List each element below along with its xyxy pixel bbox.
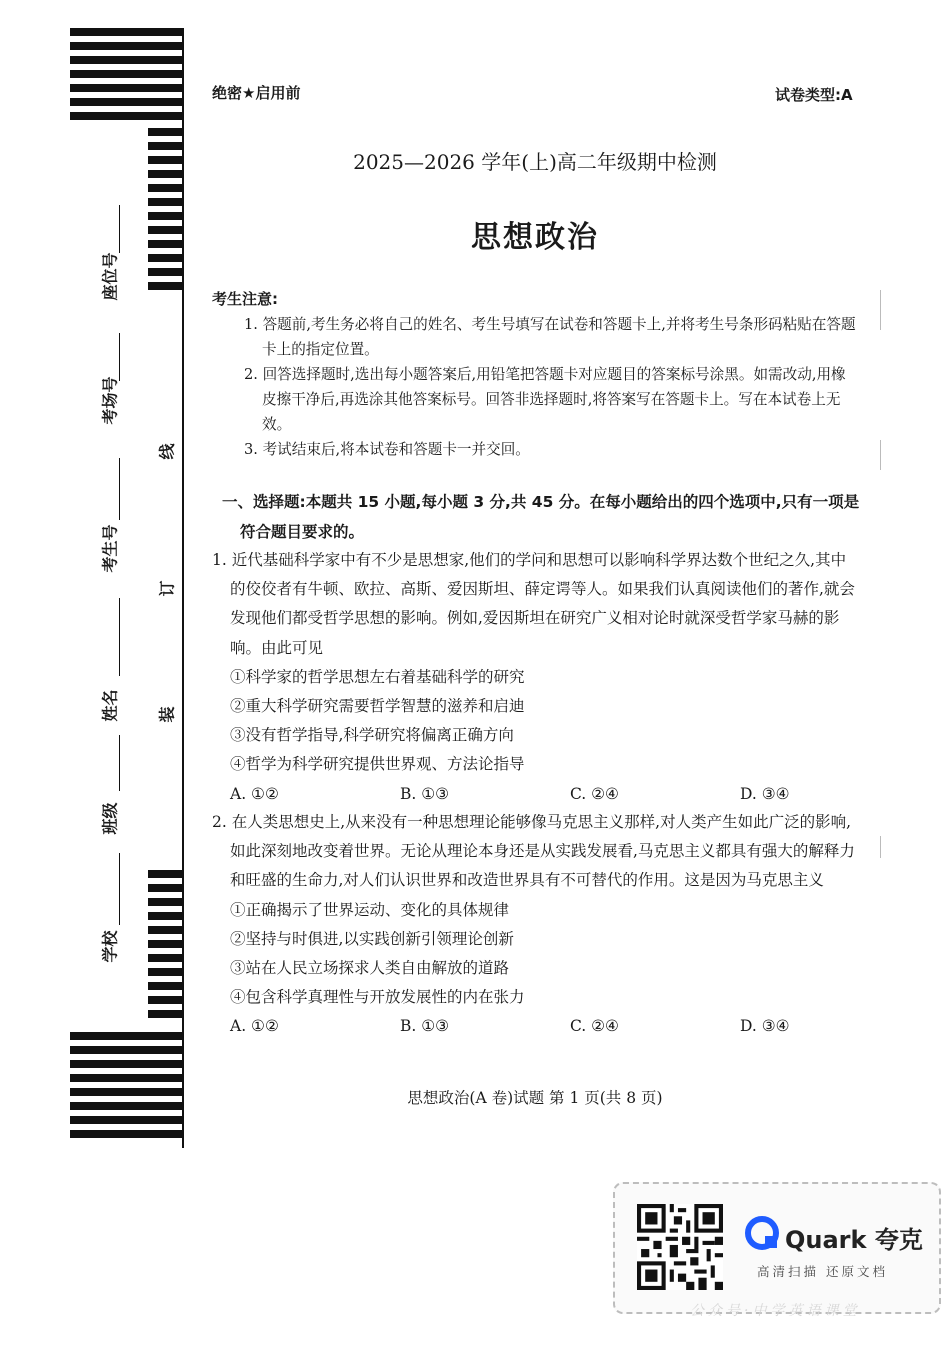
question-1-option-4: ④哲学为科学研究提供世界观、方法论指导 <box>230 755 525 774</box>
page-footer: 思想政治(A 卷)试题 第 1 页(共 8 页) <box>407 1089 663 1107</box>
question-2-option-2: ②坚持与时俱进,以实践创新引领理论创新 <box>230 929 514 948</box>
seat-label: 座位号 <box>100 252 120 301</box>
question-2-choice-d: D. ③④ <box>740 1017 790 1036</box>
section-text: 一、选择题:本题共 15 小题,每小题 3 分,共 45 分。在每小题给出的四个选项中,只有一项是符合题目要求的。 <box>222 493 860 541</box>
room-label: 考场号 <box>100 376 120 425</box>
name-label: 姓名 <box>100 689 120 722</box>
notice-item-3: 3. 考试结束后,将本试卷和答题卡一并交回。 <box>244 441 530 458</box>
stripes-mid-short <box>148 870 182 1024</box>
stripes-bottom <box>70 1032 182 1144</box>
watermark: 公众号·中学英语课堂 <box>690 1303 861 1319</box>
stripes-top <box>70 28 182 126</box>
exam-no-line <box>119 458 120 520</box>
question-1-choice-b: B. ①③ <box>400 784 450 803</box>
notice-item-2: 2. 回答选择题时,选出每小题答案后,用铅笔把答题卡对应题目的答案标号涂黑。如需改动,用橡皮擦干净后,再选涂其他答案标号。回答非选择题时,将答案写在答题卡上。写在本试卷上无效。 <box>244 366 846 433</box>
class-label: 班级 <box>100 802 120 835</box>
question-2-choice-a: A. ①② <box>230 1017 279 1036</box>
notice-list <box>244 312 856 462</box>
school-label: 学校 <box>100 930 120 963</box>
bind-zhuang: 装 <box>157 706 177 723</box>
exam-subtitle: 2025—2026 学年(上)高二年级期中检测 <box>353 150 717 174</box>
notice-title: 考生注意: <box>212 290 278 308</box>
question-2-option-3: ③站在人民立场探求人类自由解放的道路 <box>230 959 510 978</box>
quark-badge <box>613 1182 941 1314</box>
question-1-option-2: ②重大科学研究需要哲学智慧的滋养和启迪 <box>230 697 525 716</box>
bind-ding: 订 <box>157 580 177 597</box>
quark-logo-icon <box>745 1216 779 1250</box>
binding-line <box>182 28 184 1148</box>
question-1-choice-d: D. ③④ <box>740 784 790 803</box>
question-2-option-4: ④包含科学真理性与开放发展性的内在张力 <box>230 988 525 1007</box>
question-1 <box>212 546 860 809</box>
question-1-option-1: ①科学家的哲学思想左右着基础科学的研究 <box>230 667 525 686</box>
bind-xian: 线 <box>157 443 177 460</box>
quark-tagline: 高清扫描 还原文档 <box>757 1264 888 1279</box>
paper-type: 试卷类型:A <box>775 86 853 104</box>
class-line <box>119 735 120 791</box>
room-line <box>119 333 120 381</box>
quark-brand: Quark 夸克 <box>785 1226 923 1254</box>
qr-code-icon <box>637 1204 723 1290</box>
question-1-choice-a: A. ①② <box>230 784 279 803</box>
question-1-choice-c: C. ②④ <box>570 784 619 803</box>
question-2-stem: 2. 在人类思想史上,从来没有一种思想理论能够像马克思主义那样,对人类产生如此广泛的影响,如此深刻地改变着世界。无论从理论本身还是从实践发展看,马克思主义都具有强大的解释力和旺盛的生命力,对人们认识世界和改造世界具有不可替代的作用。这是因为马克思主义 <box>212 813 855 890</box>
secret-mark: 绝密★启用前 <box>212 84 301 102</box>
question-1-option-3: ③没有哲学指导,科学研究将偏离正确方向 <box>230 726 514 745</box>
notice-item-1: 1. 答题前,考生务必将自己的姓名、考生号填写在试卷和答题卡上,并将考生号条形码粘贴在答题卡上的指定位置。 <box>244 316 856 358</box>
name-line <box>119 598 120 676</box>
question-1-choices <box>212 780 860 809</box>
question-2-choice-b: B. ①③ <box>400 1017 450 1036</box>
school-line <box>119 853 120 925</box>
exam-no-label: 考生号 <box>100 524 120 573</box>
section-heading <box>212 487 860 547</box>
question-1-stem: 1. 近代基础科学家中有不少是思想家,他们的学问和思想可以影响科学界达数个世纪之久,其中的佼佼者有牛顿、欧拉、高斯、爱因斯坦、薛定谔等人。如果我们认真阅读他们的著作,就会发现他们都受哲学思想的影响。例如,爱因斯坦在研究广义相对论时就深受哲学家马赫的影响。由此可见 <box>212 551 855 657</box>
seat-line <box>119 205 120 253</box>
question-2-choice-c: C. ②④ <box>570 1017 619 1036</box>
question-2-choices <box>212 1012 860 1041</box>
question-2 <box>212 808 860 1041</box>
question-2-option-1: ①正确揭示了世界运动、变化的具体规律 <box>230 900 510 919</box>
page-title: 思想政治 <box>471 220 599 255</box>
stripes-top-short <box>148 128 182 296</box>
